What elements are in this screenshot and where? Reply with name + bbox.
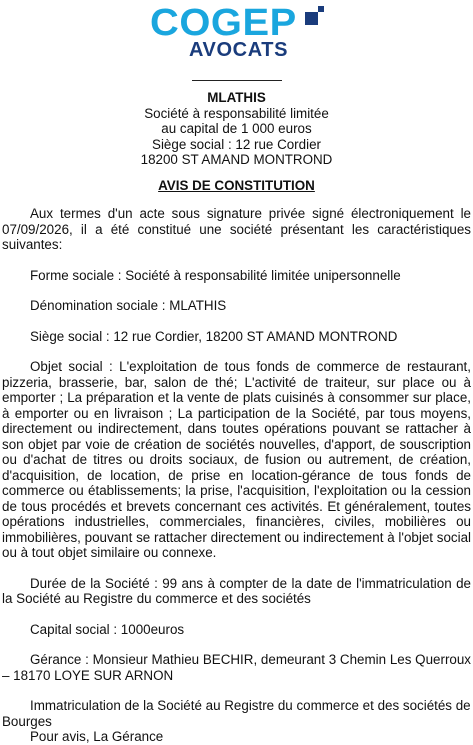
siege-paragraph: Siège social : 12 rue Cordier, 18200 ST AMAND MONTROND — [30, 328, 398, 344]
forme-paragraph: Forme sociale : Société à responsabilité limitée unipersonnelle — [30, 267, 401, 283]
immatriculation-paragraph: Immatriculation de la Société au Registre du commerce et des sociétés de Bourges — [2, 698, 471, 729]
objet-paragraph: Objet social : L'exploitation de tous fonds de commerce de restaurant, pizzeria, brasserie, bar, salon de thé; L'activité de traiteur, sur place ou à emporter ; La préparation et la vente de plats cuisinés à consommer sur place, à emporter ou en livraison ; La participation de la Société, par tous moyens, directement ou indirectement, dans toutes opérations pouvant se rattacher à son objet par voie de création de sociétés nouvelles, d'apport, de souscription ou d'achat de titres ou droits sociaux, de fusion ou autrement, de création, d'acquisition, de location, de prise en location-gérance de tous fonds de commerce ou établissements; la prise, l'acquisition, l'exploitation ou la cession de tous procédés et brevets concernant ces activités. Et généralement, toutes opérations industrielles, commerciales, financières, civiles, mobilières ou immobilières, pouvant se rattacher directement ou indirectement à l'objet social ou à tout objet similaire ou connexe. — [2, 359, 471, 560]
company-seat: Siège social : 12 rue Cordier — [152, 136, 321, 152]
company-form: Société à responsabilité limitée — [144, 105, 329, 121]
intro-paragraph: Aux termes d'un acte sous signature privée signé électroniquement le 07/09/2026, il a été constitué une société présentant les caractéristiques suivantes: — [2, 206, 471, 252]
duree-paragraph: Durée de la Société : 99 ans à compter de la date de l'immatriculation de la Société au Registre du commerce et des sociétés — [2, 575, 471, 606]
notice-body — [2, 206, 471, 745]
company-capital: au capital de 1 000 euros — [161, 121, 312, 136]
company-header — [0, 90, 473, 168]
signature-paragraph: Pour avis, La Gérance — [30, 729, 164, 744]
capital-paragraph: Capital social : 1000euros — [30, 621, 185, 637]
company-name: MLATHIS — [207, 90, 266, 105]
logo-subtitle: AVOCATS — [189, 39, 289, 61]
company-city: 18200 ST AMAND MONTROND — [140, 152, 333, 167]
gerance-paragraph: Gérance : Monsieur Mathieu BECHIR, demeurant 3 Chemin Les Querroux – 18170 LOYE SUR ARNON — [2, 652, 471, 683]
notice-title: AVIS DE CONSTITUTION — [158, 178, 315, 193]
cogep-avocats-logo — [0, 4, 473, 60]
header-divider — [192, 80, 282, 81]
logo-square-icon — [305, 12, 318, 25]
logo-brand: COGEP — [150, 2, 297, 44]
denomination-paragraph: Dénomination sociale : MLATHIS — [30, 298, 227, 313]
logo-small-square-icon — [318, 6, 324, 12]
